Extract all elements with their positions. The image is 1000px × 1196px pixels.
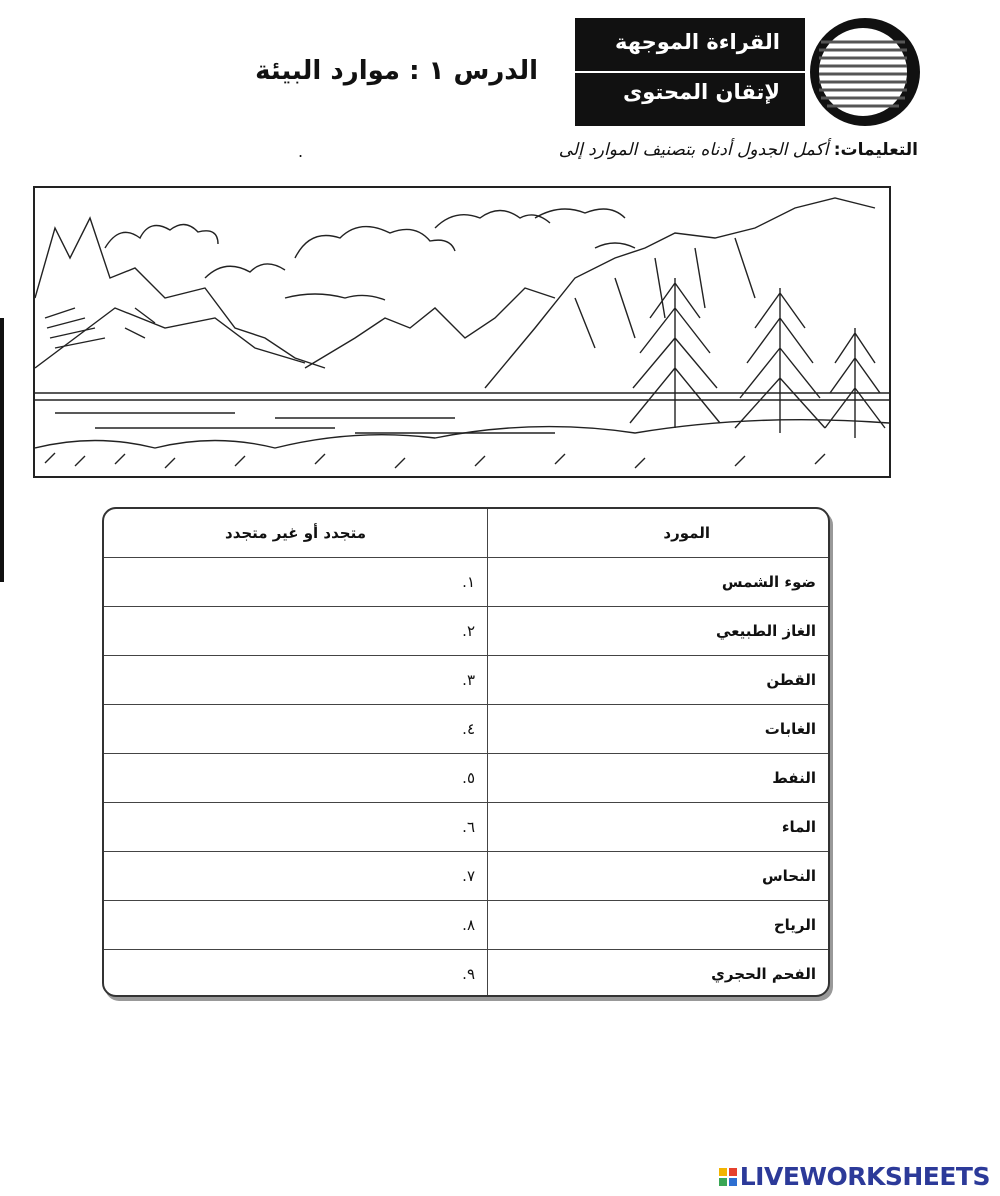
resource-name: الماء <box>488 803 829 852</box>
badge-title-line2: لإتقان المحتوى <box>622 80 780 104</box>
logo-squares-icon <box>719 1168 737 1186</box>
resource-name: النفط <box>488 754 829 803</box>
resource-table-grid <box>104 509 828 997</box>
lesson-title: الدرس ١ : موارد البيئة <box>255 56 538 86</box>
table-row <box>104 754 828 803</box>
answer-cell[interactable]: ٣. <box>104 656 488 705</box>
resource-name: الرياح <box>488 901 829 950</box>
header-resource: المورد <box>488 509 829 558</box>
logo-text: LIVEWORKSHEETS <box>739 1162 990 1191</box>
globe-icon <box>819 28 907 116</box>
landscape-drawing <box>35 188 889 476</box>
answer-cell[interactable]: ٢. <box>104 607 488 656</box>
table-row <box>104 950 828 998</box>
answer-cell[interactable]: ٤. <box>104 705 488 754</box>
resource-name: الغاز الطبيعي <box>488 607 829 656</box>
resource-table <box>102 507 830 997</box>
instructions <box>559 140 918 160</box>
answer-cell[interactable]: ٨. <box>104 901 488 950</box>
header-badge <box>575 18 920 126</box>
landscape-illustration <box>33 186 891 478</box>
answer-cell[interactable]: ٩. <box>104 950 488 998</box>
logo-square <box>729 1178 737 1186</box>
blank-dot: . <box>298 142 304 161</box>
header-type: متجدد أو غير متجدد <box>104 509 488 558</box>
logo-square <box>719 1178 727 1186</box>
table-row <box>104 558 828 607</box>
answer-cell[interactable]: ٦. <box>104 803 488 852</box>
side-bar-line <box>0 318 4 582</box>
answer-cell[interactable]: ١. <box>104 558 488 607</box>
instructions-label: التعليمات: <box>833 140 918 160</box>
resource-name: ضوء الشمس <box>488 558 829 607</box>
badge-title-line1: القراءة الموجهة <box>615 30 780 54</box>
table-row <box>104 852 828 901</box>
table-header-row <box>104 509 828 558</box>
resource-name: النحاس <box>488 852 829 901</box>
resource-name: الغابات <box>488 705 829 754</box>
answer-cell[interactable]: ٧. <box>104 852 488 901</box>
table-row <box>104 705 828 754</box>
table-row <box>104 901 828 950</box>
resource-name: الفحم الحجري <box>488 950 829 998</box>
instructions-text: أكمل الجدول أدناه بتصنيف الموارد إلى <box>558 140 829 160</box>
resource-name: القطن <box>488 656 829 705</box>
tree-icon <box>630 278 885 438</box>
table-row <box>104 656 828 705</box>
answer-cell[interactable]: ٥. <box>104 754 488 803</box>
logo-square <box>719 1168 727 1176</box>
logo-square <box>729 1168 737 1176</box>
table-row <box>104 803 828 852</box>
liveworksheets-logo[interactable] <box>719 1162 990 1191</box>
table-row <box>104 607 828 656</box>
